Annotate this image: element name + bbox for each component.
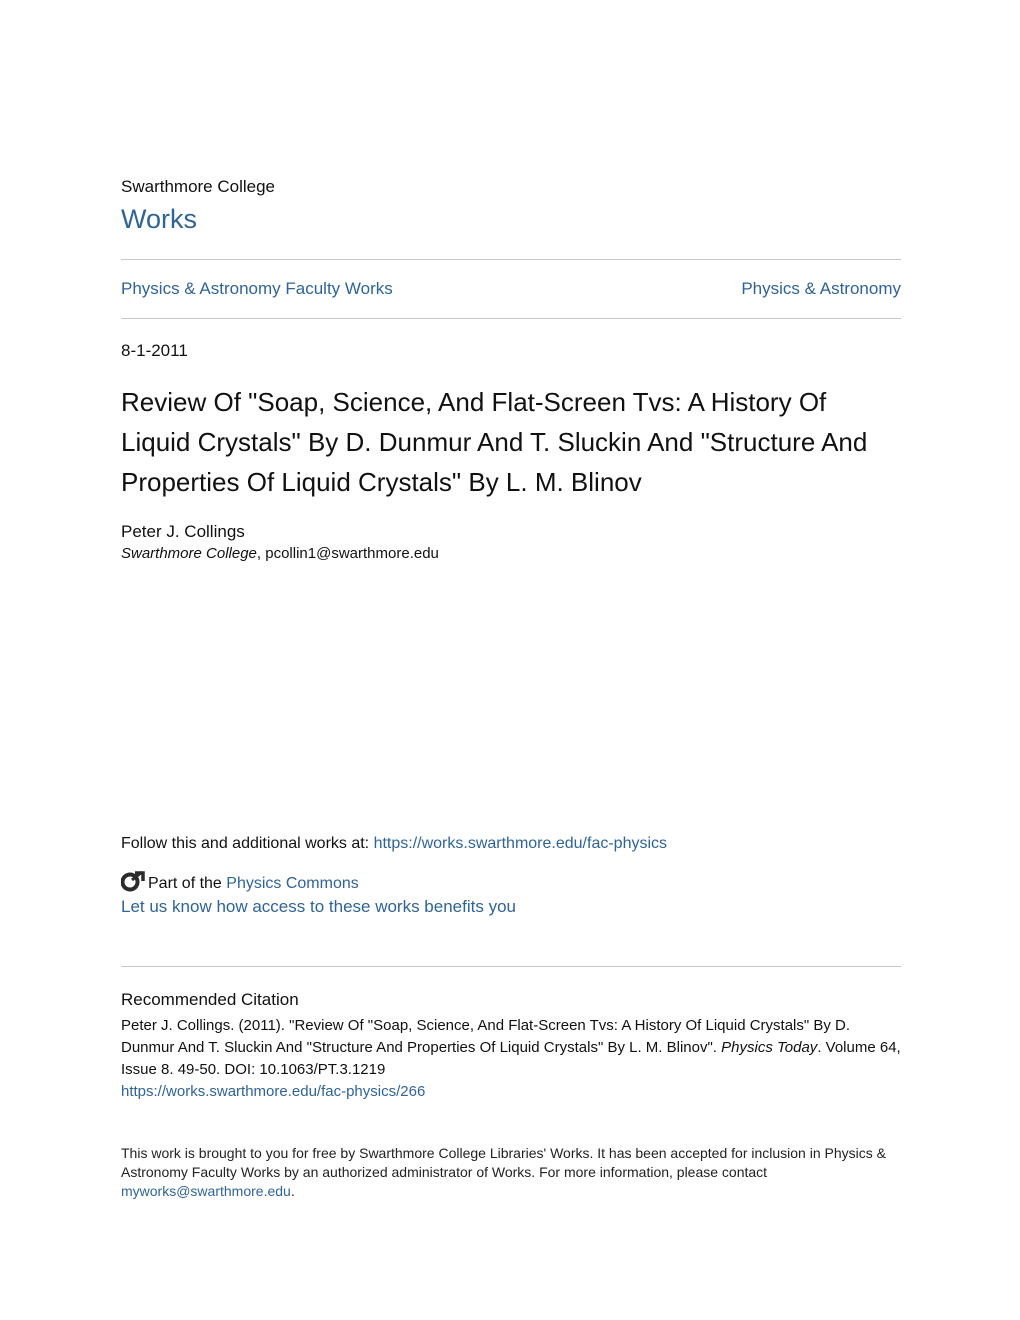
part-of-prefix: Part of the [148,875,227,892]
collection-link[interactable]: Physics & Astronomy Faculty Works [121,279,393,298]
footer-notice [121,1144,903,1201]
citation-text: Peter J. Collings. (2011). "Review Of "Soap, Science, And Flat-Screen Tvs: A History Of Liquid Crystals" By D. Dunmur And T. Sluckin And "Structure And Properties Of Liquid Crystals" By L. M. Blinov". [121,1017,851,1056]
citation-url-link[interactable]: https://works.swarthmore.edu/fac-physics/266 [121,1083,426,1100]
title-line: Properties Of Liquid Crystals" By L. M. Blinov [121,467,642,497]
citation-heading: Recommended Citation [121,990,299,1009]
physics-commons-link[interactable]: Physics Commons [226,875,359,892]
title-line: Liquid Crystals" By D. Dunmur And T. Sluckin And "Structure And [121,427,868,457]
citation-body [121,1015,903,1103]
header-divider [121,318,901,319]
part-of-line [121,870,359,893]
institution-name: Swarthmore College [121,177,276,196]
follow-url-link[interactable]: https://works.swarthmore.edu/fac-physics [373,835,668,852]
repository-link[interactable]: Works [121,204,198,234]
affiliation-name: Swarthmore College [121,545,257,562]
author-name: Peter J. Collings [121,522,245,541]
document-title [121,382,911,502]
department-link[interactable]: Physics & Astronomy [741,279,901,298]
citation-details: . Volume 64, Issue 8. 49-50. DOI: 10.1063/PT.3.1219 [121,1039,901,1078]
footer-text: This work is brought to you for free by Swarthmore College Libraries' Works. It has been accepted for inclusion in Physics & Astronomy Faculty Works by an authorized administrator of Works. For more information, please contact [121,1145,886,1180]
author-email: pcollin1@swarthmore.edu [265,545,439,562]
title-line: Review Of "Soap, Science, And Flat-Screen Tvs: A History Of [121,387,827,417]
feedback-link[interactable]: Let us know how access to these works benefits you [121,897,516,916]
publication-date: 8-1-2011 [121,341,188,360]
open-access-icon [121,870,145,892]
follow-line [121,835,667,853]
contact-email-link[interactable]: myworks@swarthmore.edu [121,1183,291,1199]
top-divider [121,259,901,260]
citation-divider [121,966,901,967]
affiliation-separator: , [256,545,266,562]
footer-end: . [290,1183,295,1199]
follow-prefix: Follow this and additional works at: [121,835,374,852]
author-affiliation [121,545,439,562]
citation-journal: Physics Today [721,1039,818,1056]
